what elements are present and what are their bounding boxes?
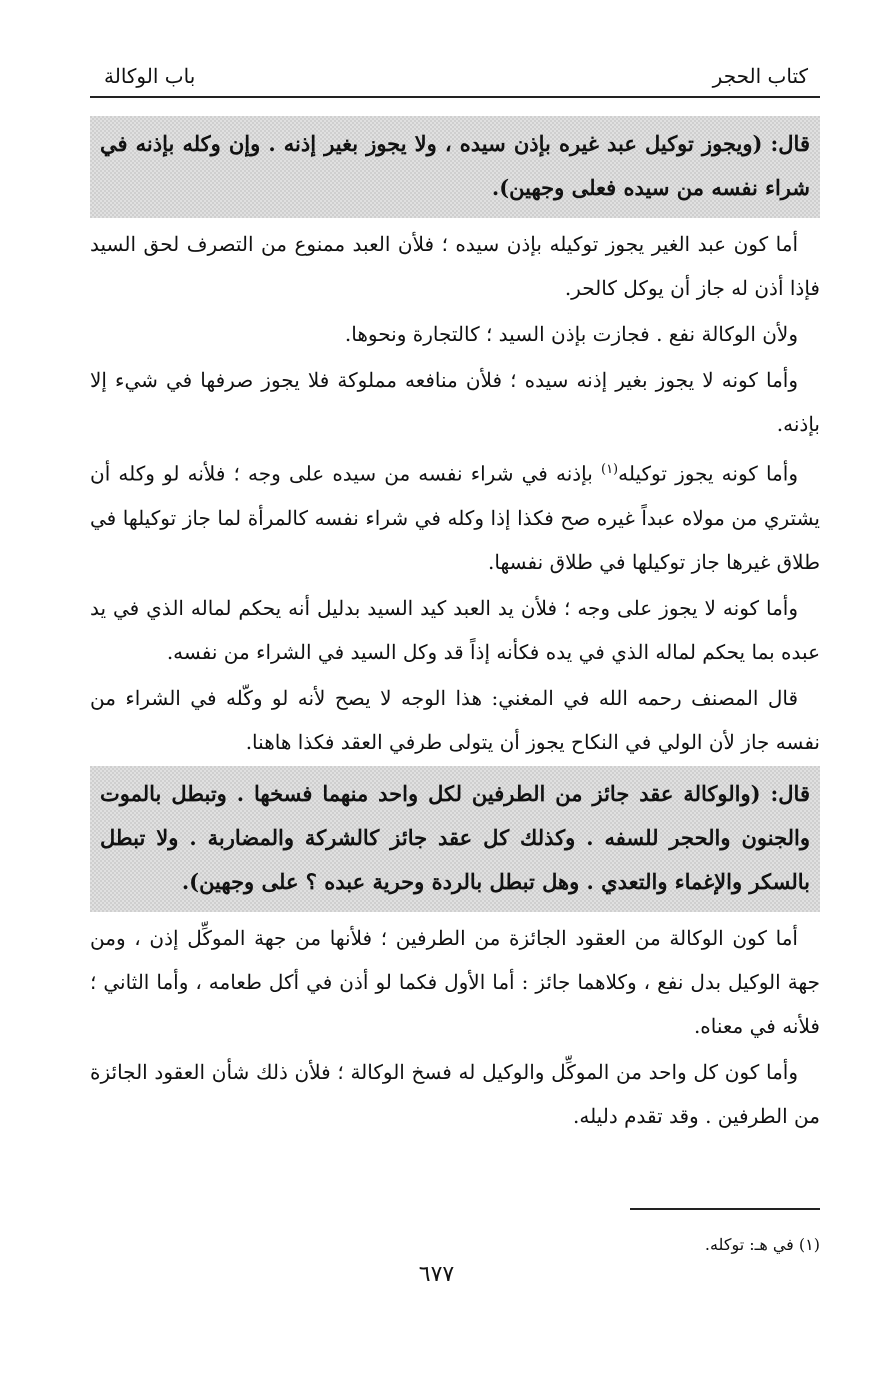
book-page [90, 50, 820, 1258]
paragraph-6: قال المصنف رحمه الله في المغني: هذا الوجه لا يصح لأنه لو وكّله في الشراء من نفسه جاز لأن الولي في النكاح يجوز أن يتولى طرفي العقد فكذا هاهنا. [90, 685, 820, 754]
paragraph-4-rest: بإذنه في شراء نفسه من سيده على وجه ؛ فلأنه لو وكله أن يشتري من مولاه عبداً غيره صح فكذا إذا وكله في شراء نفسه كالمرأة لما جاز توكيلها في طلاق غيرها جاز توكيلها في طلاق نفسها. [90, 461, 820, 574]
matn-block-2: قال: (والوكالة عقد جائز من الطرفين لكل واحد منهما فسخها . وتبطل بالموت والجنون والحجر للسفه . وكذلك كل عقد جائز كالشركة والمضاربة . ولا تبطل بالسكر والإغماء والتعدي . وهل تبطل بالردة وحرية عبده ؟ على وجهين). [90, 766, 820, 912]
paragraph-3: وأما كونه لا يجوز بغير إذنه سيده ؛ فلأن منافعه مملوكة فلا يجوز صرفها في شيء إلا بإذنه. [90, 368, 820, 436]
page-number: ٦٧٧ [418, 1262, 455, 1287]
matn-block-1: قال: (ويجوز توكيل عبد غيره بإذن سيده ، ولا يجوز بغير إذنه . وإن وكله بإذنه في شراء نفسه من سيده فعلى وجهين). [90, 116, 820, 218]
footnote-separator [630, 1208, 820, 1210]
paragraph-4-start: وأما كونه يجوز توكيله [618, 461, 798, 486]
chapter-title: باب الوكالة [104, 64, 196, 88]
footnote: (١) في هـ: توكله. [704, 1234, 820, 1254]
paragraph-8: وأما كون كل واحد من الموكِّل والوكيل له فسخ الوكالة ؛ فلأن ذلك شأن العقود الجائزة من الطرفين . وقد تقدم دليله. [90, 1059, 820, 1128]
paragraph-2: ولأن الوكالة نفع . فجازت بإذن السيد ؛ كالتجارة ونحوها. [344, 322, 798, 346]
running-header [90, 50, 820, 98]
body-text [90, 116, 820, 1138]
paragraph-7: أما كون الوكالة من العقود الجائزة من الطرفين ؛ فلأنها من جهة الموكِّل إذن ، ومن جهة الوكيل بدل نفع ، وكلاهما جائز : أما الأول فكما لو أذن في أكل طعامه ، وأما الثاني ؛ فلأنه في معناه. [90, 925, 820, 1038]
paragraph-1: أما كون عبد الغير يجوز توكيله بإذن سيده ؛ فلأن العبد ممنوع من التصرف لحق السيد فإذا أذن له جاز أن يوكل كالحر. [90, 232, 820, 300]
paragraph-5: وأما كونه لا يجوز على وجه ؛ فلأن يد العبد كيد السيد بدليل أنه يحكم لماله الذي في يد عبده بما يحكم لماله الذي في يده فكأنه إذاً قد وكل السيد في الشراء من نفسه. [90, 595, 820, 664]
footnote-reference: (١) [600, 462, 619, 477]
book-title: كتاب الحجر [712, 64, 808, 88]
paragraph-4 [90, 448, 820, 584]
